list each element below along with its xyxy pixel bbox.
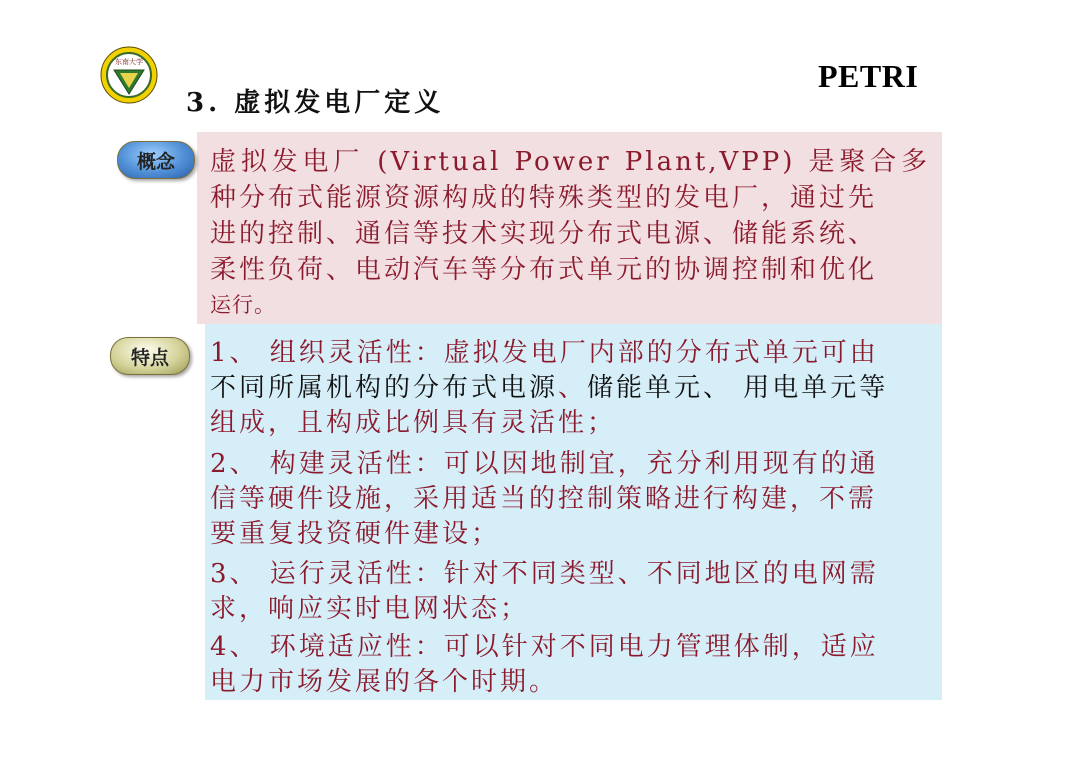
logo-lettering: 东南大学 bbox=[115, 58, 143, 66]
university-seal-logo bbox=[100, 46, 158, 104]
concept-line-4: 柔性负荷、电动汽车等分布式单元的协调控制和优化 bbox=[210, 255, 878, 285]
concept-line-1-text: 虚拟发电厂 (Virtual Power Plant,VPP) 是聚合多 bbox=[210, 147, 930, 177]
feature-4-line-2: 电力市场发展的各个时期。 bbox=[210, 667, 559, 697]
feature-1-line-2-b: 储能单元、 用电单元等 bbox=[587, 373, 889, 403]
feature-1-line-2-a: 不同所属机构的分布式电源 bbox=[210, 373, 559, 403]
feature-1-line-3: 组成，且构成比例具有灵活性； bbox=[210, 408, 617, 438]
concept-line-5: 运行。 bbox=[210, 293, 276, 317]
feature-2-line-1: 2、 构建灵活性：可以因地制宜，充分利用现有的通 bbox=[210, 449, 879, 479]
feature-1-line-1: 1、 组织灵活性：虚拟发电厂内部的分布式单元可由 bbox=[210, 338, 879, 368]
feature-2-line-3: 要重复投资硬件建设； bbox=[210, 519, 501, 549]
feature-3-line-1: 3、 运行灵活性：针对不同类型、不同地区的电网需 bbox=[210, 559, 879, 589]
feature-2-line-2: 信等硬件设施，采用适当的控制策略进行构建，不需 bbox=[210, 484, 878, 514]
concept-line-2: 种分布式能源资源构成的特殊类型的发电厂，通过先 bbox=[210, 183, 878, 213]
page-title: 3. 虚拟发电厂定义 bbox=[186, 88, 445, 118]
feature-3-line-2: 求，响应实时电网状态； bbox=[210, 594, 530, 624]
brand-label: PETRI bbox=[818, 58, 919, 94]
concept-badge: 概念 bbox=[117, 141, 195, 179]
feature-1-line-2-sep: 、 bbox=[558, 373, 588, 403]
concept-line-1 bbox=[210, 144, 930, 180]
feature-4-line-1: 4、 环境适应性：可以针对不同电力管理体制，适应 bbox=[210, 632, 879, 662]
feature-1-line-2 bbox=[210, 370, 934, 406]
features-badge: 特点 bbox=[110, 337, 190, 375]
concept-line-3: 进的控制、通信等技术实现分布式电源、储能系统、 bbox=[210, 219, 878, 249]
